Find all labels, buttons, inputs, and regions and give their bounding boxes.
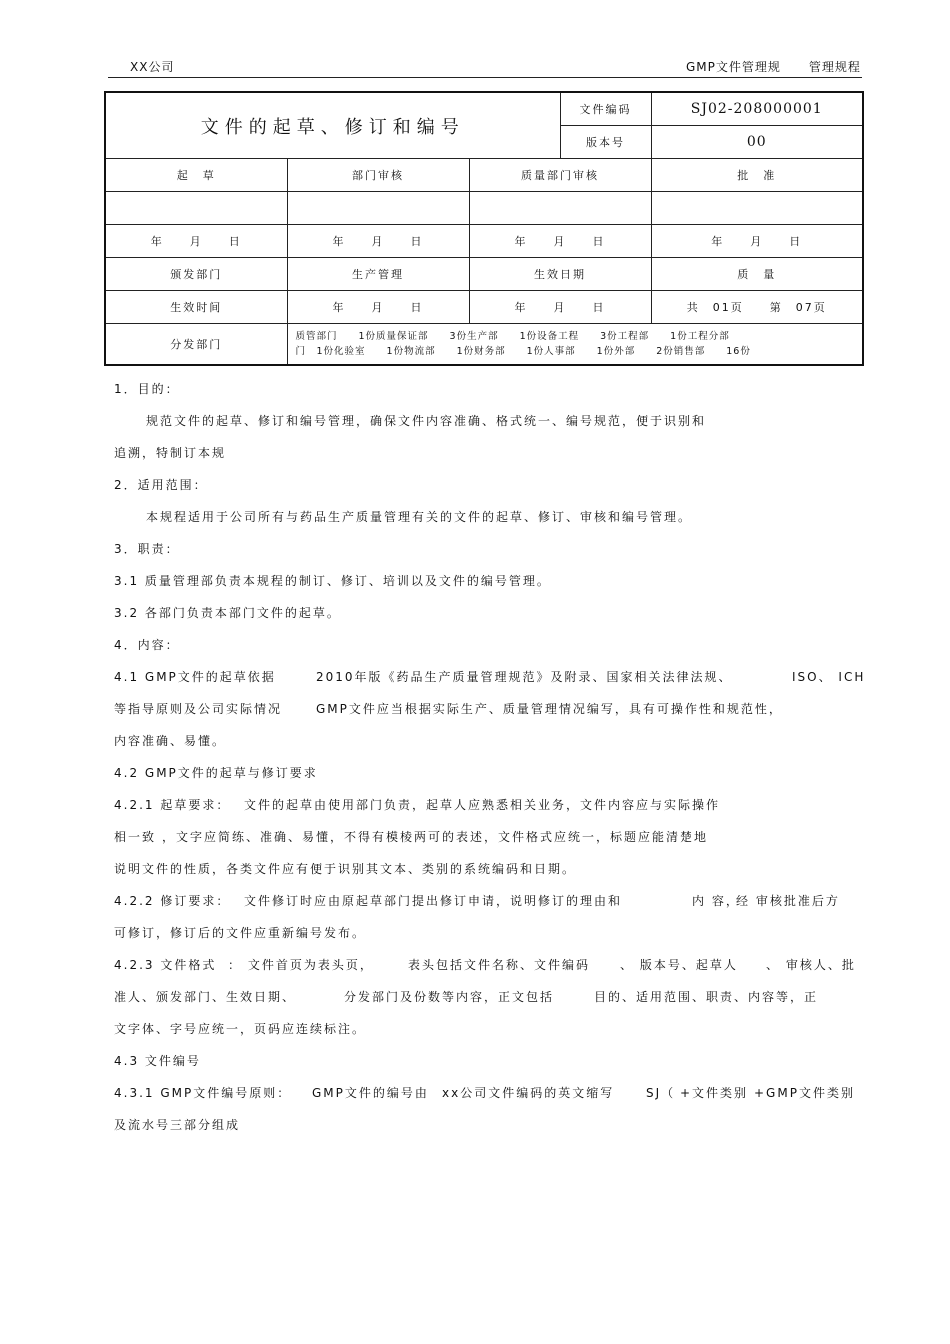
section-4-2-3-label: 4.2.3 文件格式 — [114, 958, 217, 972]
section-1-title: 1．目的： — [114, 382, 180, 396]
section-4-2-3-text-2: 表头包括文件名称、文件编码 — [408, 958, 591, 972]
section-4-3-1-text-5: +GMP文件类别 — [754, 1086, 855, 1100]
section-1-text-1: 规范文件的起草、修订和编号管理，确保文件内容准确、格式统一、编号规范，便于识别和 — [146, 414, 707, 428]
distribution-list — [287, 324, 863, 366]
section-4-1-text: 2010年版《药品生产质量管理规范》及附录、国家相关法律法规、 — [316, 670, 733, 684]
section-4-2-2-label: 4.2.2 修订要求： — [114, 894, 231, 908]
drafter-label: 起 草 — [105, 159, 287, 192]
effective-date-label: 生效日期 — [469, 258, 651, 291]
approve-date: 年 月 日 — [651, 225, 863, 258]
section-4-3-title: 4.3 文件编号 — [114, 1054, 201, 1068]
section-4-2-3-text-5: 准人、颁发部门、生效日期、 — [114, 990, 297, 1004]
version-value: 00 — [651, 126, 863, 159]
version-label: 版本号 — [560, 126, 651, 159]
section-4-3-1-text-3: SJ（ — [646, 1086, 676, 1100]
section-4-3-1-text-1: GMP文件的编号由 — [312, 1086, 429, 1100]
section-4-2-1-text-3: ，文字应简练、准确、易懂，不得有模棱两可的表述，文件格式应统一，标题应能清楚地 — [162, 830, 709, 844]
document-control-table — [104, 91, 864, 366]
section-4-1-label: 4.1 GMP文件的起草依据 — [114, 670, 276, 684]
doc-code-value: SJ02-208000001 — [651, 92, 863, 126]
header-system-name: GMP文件管理规 — [686, 60, 781, 74]
page-count: 共 01页 第 07页 — [651, 291, 863, 324]
section-4-3-1-text-2: xx公司文件编码的英文缩写 — [442, 1086, 615, 1100]
section-4-2-2-text: 文件修订时应由原起草部门提出修订申请，说明修订的理由和 — [244, 894, 623, 908]
section-4-2-2-text-3: 经 审核批准后方 — [736, 894, 840, 908]
section-4-3-1-text-4: +文件类别 — [680, 1086, 749, 1100]
section-4-2-2-text-2: 内 容， — [692, 894, 740, 908]
section-4-title: 4．内容： — [114, 638, 180, 652]
doc-code-label: 文件编码 — [560, 92, 651, 126]
section-4-1-standards: ISO、 ICH — [792, 670, 866, 684]
section-4-1-text-2: 等指导原则及公司实际情况 — [114, 702, 283, 716]
qa-review-date: 年 月 日 — [469, 225, 651, 258]
section-2-text: 本规程适用于公司所有与药品生产质量管理有关的文件的起草、修订、审核和编号管理。 — [146, 510, 693, 524]
drafter-date: 年 月 日 — [105, 225, 287, 258]
section-3-title: 3．职责： — [114, 542, 180, 556]
section-4-2-3-text-7: 目的、适用范围、职责、内容等，正 — [594, 990, 819, 1004]
effective-time-label: 生效时间 — [105, 291, 287, 324]
distribution-line-1: 质管部门 1份质量保证部 3份生产部 1份设备工程 3份工程部 1份工程分部 — [295, 331, 730, 342]
section-4-2-1-text-2: 相一致 — [114, 830, 157, 844]
effective-date-value-1: 年 月 日 — [287, 291, 469, 324]
section-4-2-3-text-4: 、 审核人、批 — [766, 958, 856, 972]
section-4-2-1-label: 4.2.1 起草要求： — [114, 798, 231, 812]
section-3-1: 3.1 质量管理部负责本规程的制订、修订、培训以及文件的编号管理。 — [114, 574, 551, 588]
section-4-1-text-3: GMP文件应当根据实际生产、质量管理情况编写，具有可操作性和规范性， — [316, 702, 783, 716]
qa-value: 质 量 — [651, 258, 863, 291]
section-4-2-title: 4.2 GMP文件的起草与修订要求 — [114, 766, 318, 780]
dept-review-signature — [287, 192, 469, 225]
section-1-text-2: 追溯，特制订本规 — [114, 446, 227, 460]
section-2-title: 2．适用范围： — [114, 478, 208, 492]
section-4-3-1-text-6: 及流水号三部分组成 — [114, 1118, 241, 1132]
qa-review-label: 质量部门审核 — [469, 159, 651, 192]
section-4-2-1-text-4: 说明文件的性质，各类文件应有便于识别其文本、类别的系统编码和日期。 — [114, 862, 577, 876]
section-4-1-text-4: 内容准确、易懂。 — [114, 734, 227, 748]
document-title: 文件的起草、修订和编号 — [105, 92, 560, 159]
header-rule — [108, 77, 862, 78]
issuer-value: 生产管理 — [287, 258, 469, 291]
section-4-2-3-text-1: ： 文件首页为表头页， — [228, 958, 374, 972]
section-4-3-1-label: 4.3.1 GMP文件编号原则： — [114, 1086, 292, 1100]
effective-date-value-2: 年 月 日 — [469, 291, 651, 324]
header-doc-type — [686, 58, 861, 75]
dept-review-label: 部门审核 — [287, 159, 469, 192]
distribution-line-2: 门 1份化验室 1份物流部 1份财务部 1份人事部 1份外部 2份销售部 16份 — [295, 346, 751, 357]
section-4-2-1-text: 文件的起草由使用部门负责，起草人应熟悉相关业务，文件内容应与实际操作 — [244, 798, 721, 812]
section-4-2-3-text-8: 文字体、字号应统一，页码应连续标注。 — [114, 1022, 367, 1036]
section-3-2: 3.2 各部门负责本部门文件的起草。 — [114, 606, 341, 620]
approve-label: 批 准 — [651, 159, 863, 192]
section-4-2-2-text-4: 可修订，修订后的文件应重新编号发布。 — [114, 926, 367, 940]
approve-signature — [651, 192, 863, 225]
header-company: XX公司 — [130, 60, 175, 74]
drafter-signature — [105, 192, 287, 225]
section-4-2-3-text-6: 分发部门及份数等内容，正文包括 — [344, 990, 555, 1004]
qa-review-signature — [469, 192, 651, 225]
dept-review-date: 年 月 日 — [287, 225, 469, 258]
section-4-2-3-text-3: 、 版本号、起草人 — [620, 958, 738, 972]
issue-dept-label: 颁发部门 — [105, 258, 287, 291]
distribution-label: 分发部门 — [105, 324, 287, 366]
header-doc-kind: 管理规程 — [808, 60, 861, 74]
